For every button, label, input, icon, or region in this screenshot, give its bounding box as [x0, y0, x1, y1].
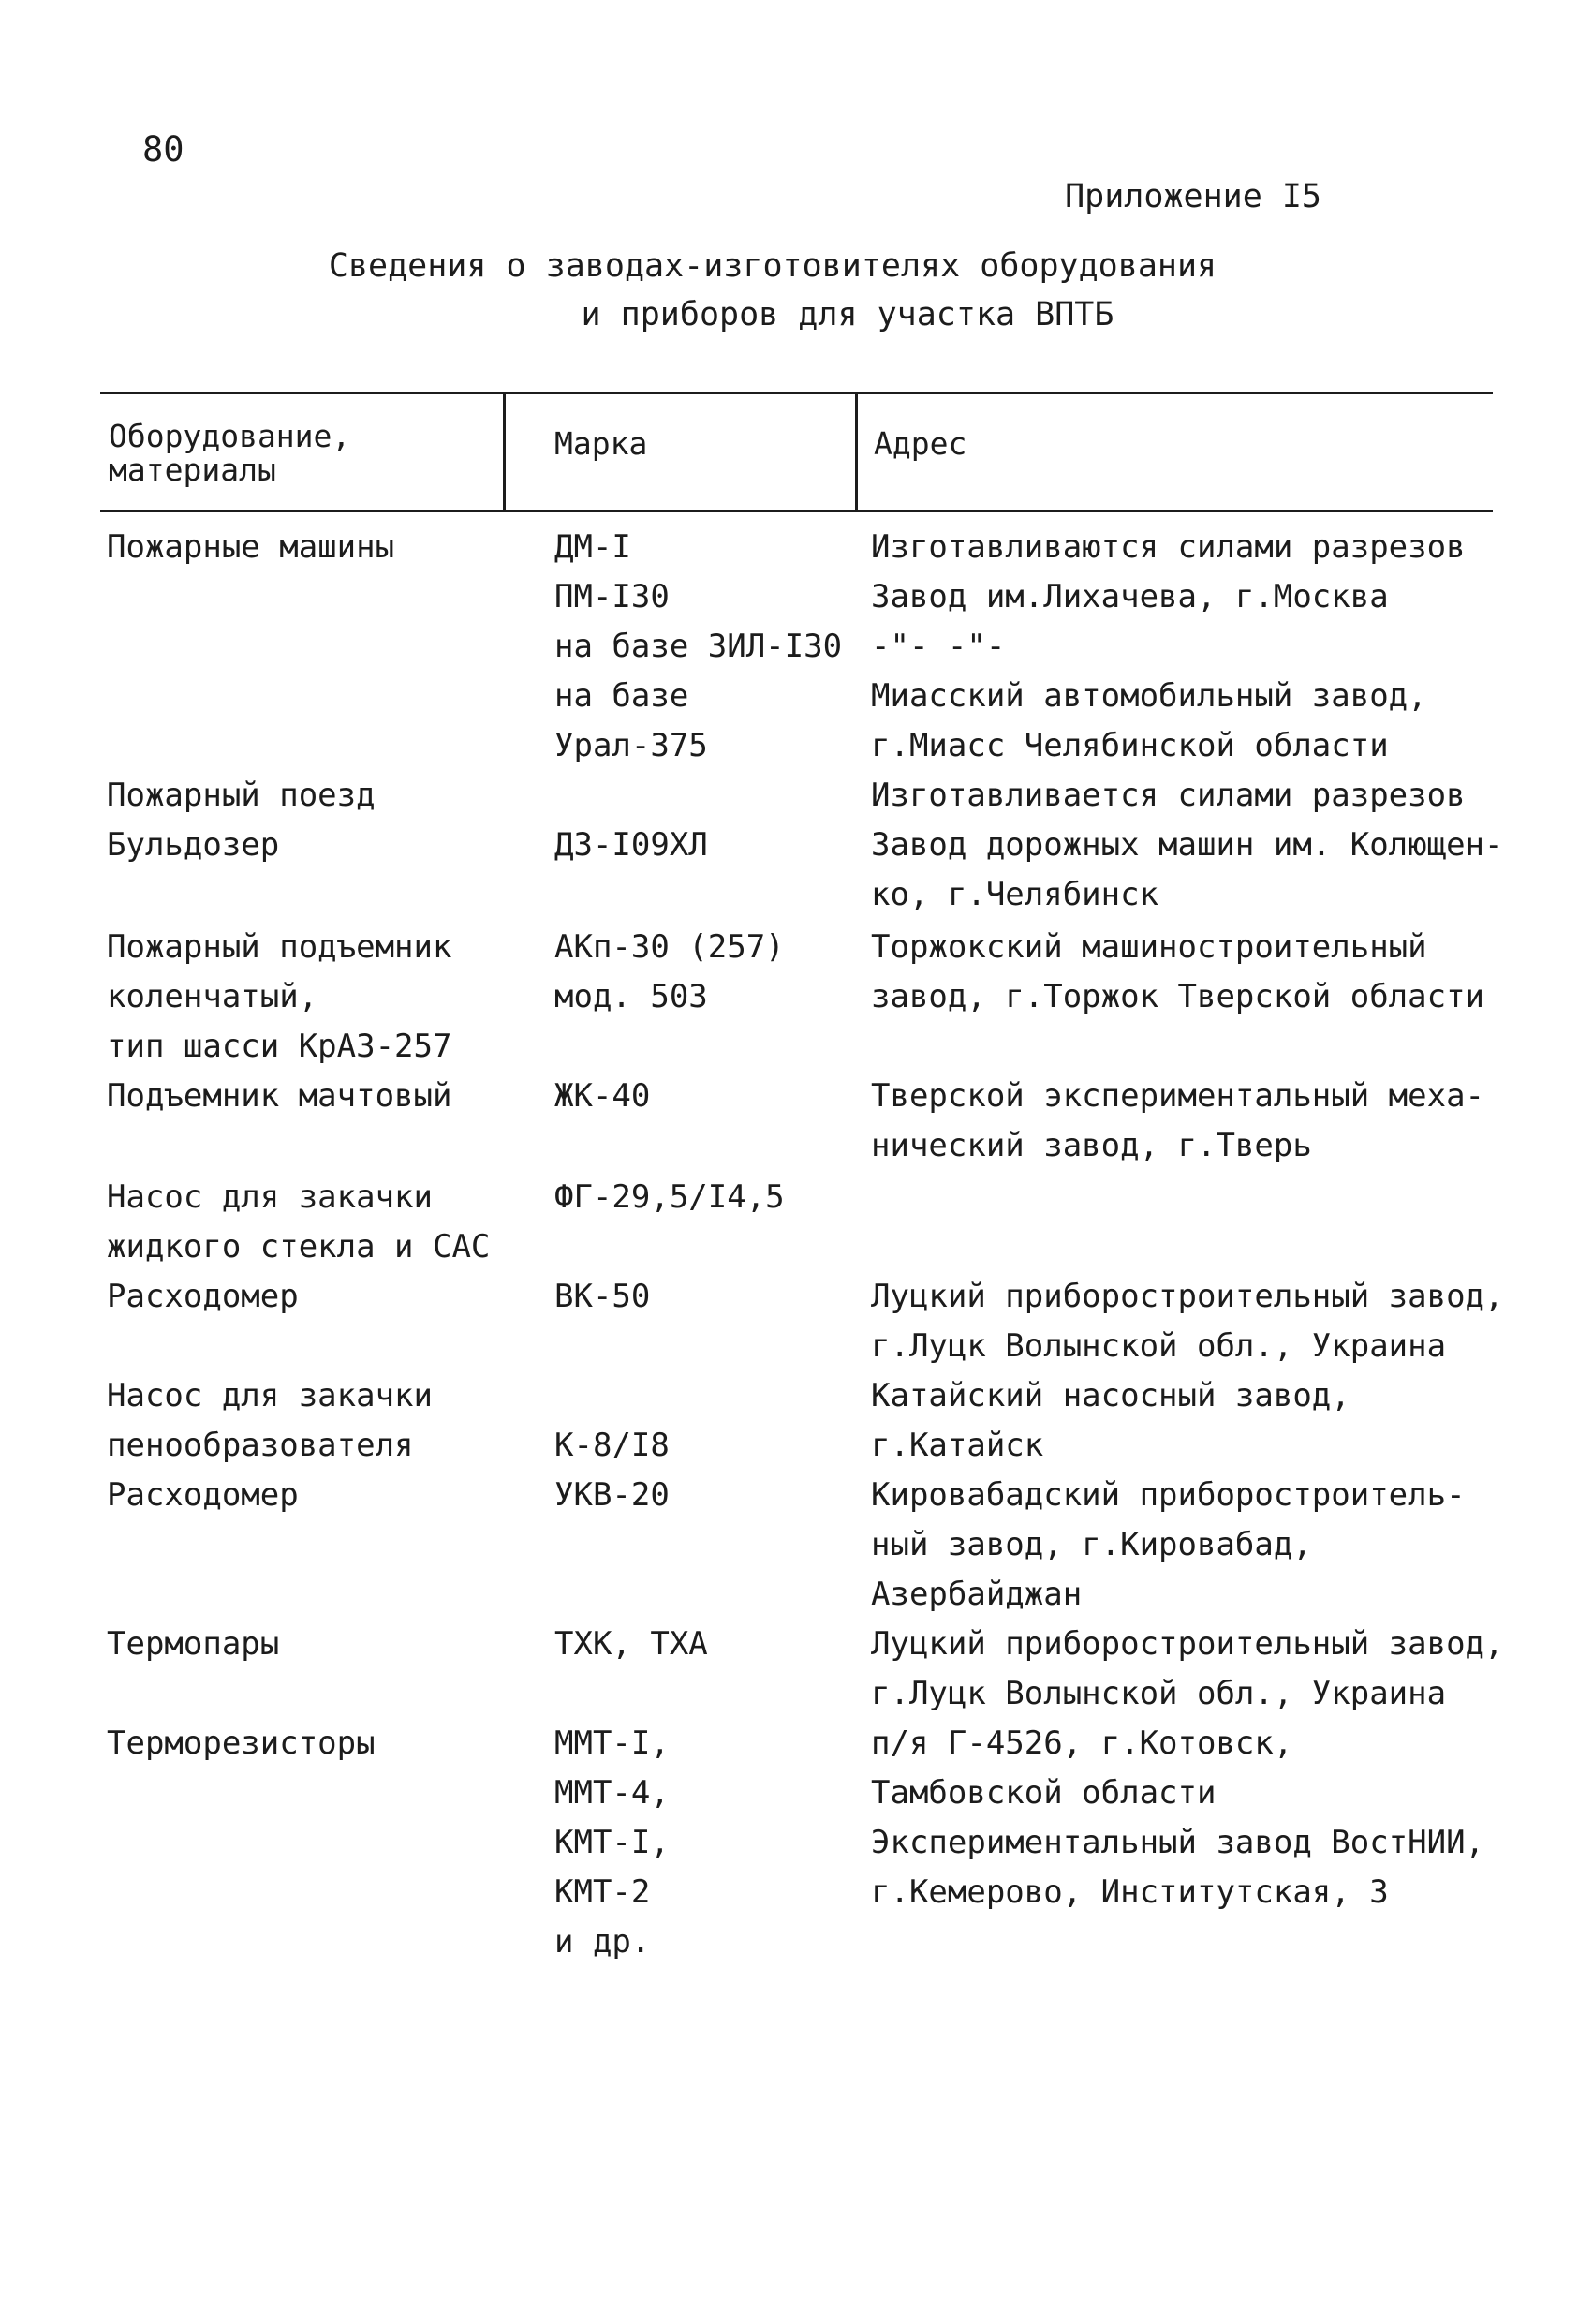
table-row — [0, 923, 1593, 1072]
table-row — [0, 1272, 1593, 1371]
cell-brand: ВК-50 — [554, 1278, 651, 1316]
cell-address: Луцкий приборостроительный завод, г.Луцк Волынской обл., Украина — [871, 1278, 1504, 1366]
table-row — [0, 771, 1593, 821]
document-title-line-1: Сведения о заводах-изготовителях оборудования — [328, 247, 1217, 285]
document-title-line-2: и приборов для участка ВПТБ — [581, 296, 1114, 333]
cell-brand: ЖК-40 — [554, 1076, 651, 1115]
cell-equipment: Насос для закачки жидкого стекла и САС — [107, 1178, 491, 1266]
table-body — [0, 523, 1593, 1967]
cell-brand: ММТ-I, ММТ-4, КМТ-I, КМТ-2 и др. — [554, 1724, 670, 1961]
cell-equipment: Бульдозер — [107, 826, 280, 864]
cell-address: Луцкий приборостроительный завод, г.Луцк Волынской обл., Украина — [871, 1625, 1504, 1713]
table-column-divider-2 — [855, 392, 858, 512]
cell-brand: АКп-30 (257) мод. 503 — [554, 927, 785, 1015]
cell-address: Изготавливаются силами разрезов Завод им.Лихачева, г.Москва -"- -"- Миасский автомобильный завод, г.Миасс Челябинской области — [871, 528, 1466, 764]
cell-address: Торжокский машиностроительный завод, г.Торжок Тверской области — [871, 927, 1485, 1015]
table-row — [0, 821, 1593, 923]
header-brand: Марка — [554, 425, 648, 462]
cell-brand: К-8/I8 — [554, 1427, 670, 1465]
cell-address: Кировабадский приборостроитель- ный завод, г.Кировабад, Азербайджан — [871, 1476, 1466, 1614]
cell-equipment: Расходомер — [107, 1476, 299, 1515]
table-row — [0, 1471, 1593, 1620]
header-equipment: Оборудование, материалы — [109, 418, 351, 488]
page-number: 80 — [142, 129, 184, 170]
header-address: Адрес — [874, 425, 967, 462]
cell-equipment: Расходомер — [107, 1278, 299, 1316]
cell-address: Тверской экспериментальный меха- нический завод, г.Тверь — [871, 1076, 1485, 1164]
table-row — [0, 1719, 1593, 1967]
table-column-divider-1 — [503, 392, 506, 512]
cell-brand: ДЗ-I09ХЛ — [554, 826, 708, 864]
table-row — [0, 1173, 1593, 1272]
cell-brand: УКВ-20 — [554, 1476, 670, 1515]
cell-equipment: Насос для закачки пенообразователя — [107, 1377, 433, 1465]
table-top-rule — [100, 392, 1493, 394]
cell-equipment: Пожарный поезд — [107, 777, 376, 814]
table-row — [0, 1620, 1593, 1719]
cell-equipment: Пожарный подъемник коленчатый, тип шасси КрАЗ-257 — [107, 927, 452, 1065]
cell-address: п/я Г-4526, г.Котовск, Тамбовской области Экспериментальный завод ВостНИИ, г.Кемерово, Институтская, 3 — [871, 1724, 1485, 1912]
cell-address: Изготавливается силами разрезов — [871, 777, 1466, 814]
cell-address: Завод дорожных машин им. Колющен- ко, г.Челябинск — [871, 826, 1504, 913]
cell-brand: ТХК, ТХА — [554, 1625, 708, 1664]
cell-brand: ФГ-29,5/I4,5 — [554, 1178, 785, 1217]
cell-address: Катайский насосный завод, г.Катайск — [871, 1377, 1350, 1465]
table-row — [0, 523, 1593, 771]
appendix-label: Приложение I5 — [1065, 178, 1321, 215]
table-row — [0, 1371, 1593, 1471]
cell-equipment: Подъемник мачтовый — [107, 1076, 452, 1115]
cell-brand: ДМ-I ПМ-I30 на базе ЗИЛ-I30 на базе Урал-375 — [554, 528, 843, 764]
table-header-bottom-rule — [100, 510, 1493, 512]
cell-equipment: Пожарные машины — [107, 528, 395, 566]
table-row — [0, 1072, 1593, 1174]
cell-equipment: Терморезисторы — [107, 1724, 376, 1763]
cell-equipment: Термопары — [107, 1625, 280, 1664]
